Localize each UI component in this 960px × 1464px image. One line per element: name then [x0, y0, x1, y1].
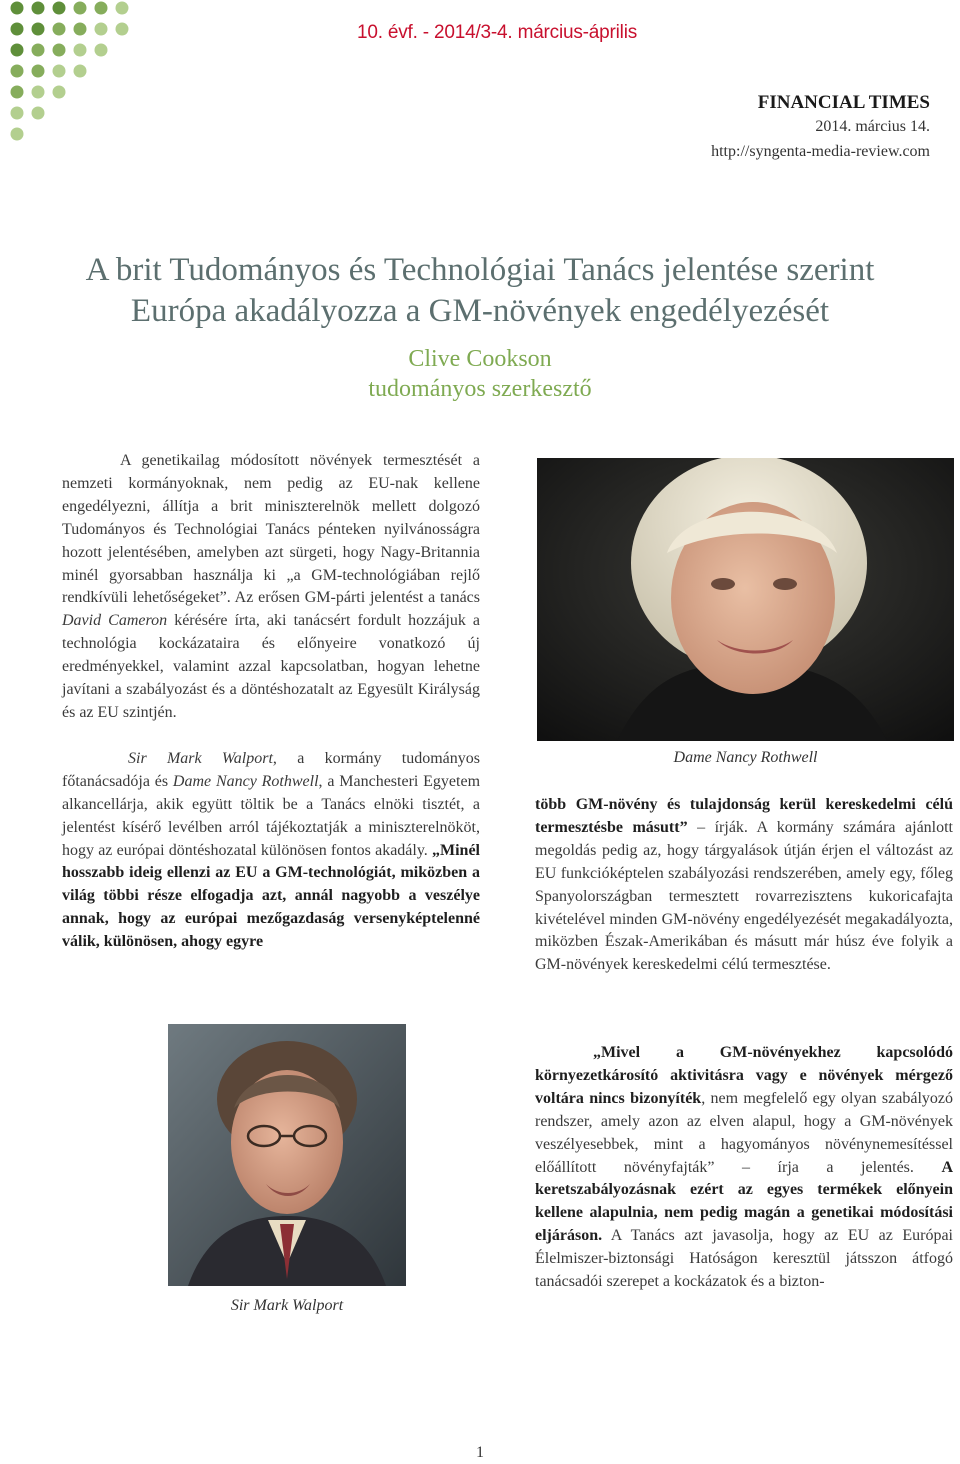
decorative-dot — [53, 23, 66, 36]
decorative-dot — [53, 86, 66, 99]
headline-line-1: A brit Tudományos és Technológiai Tanács jelentése szerint — [85, 252, 875, 288]
decorative-dot — [74, 44, 87, 57]
decorative-dot — [11, 65, 24, 78]
headline-line-2: Európa akadályozza a GM-növények engedélyezését — [130, 293, 830, 329]
decorative-dot — [74, 2, 87, 15]
p3-bold-quote: több GM-növény és tulajdonság kerül kereskedelmi célú termesztésbe másutt” — [535, 796, 953, 836]
p2-name-walport: Sir Mark Walport — [128, 749, 273, 767]
decorative-dot — [11, 44, 24, 57]
decorative-dot — [11, 86, 24, 99]
decorative-dot — [53, 65, 66, 78]
decorative-dot — [74, 65, 87, 78]
paragraph-3 — [535, 794, 953, 977]
right-column-top — [535, 794, 953, 977]
p4-bold-1: „Mivel a GM-növényekhez kapcsolódó környezetkárosító aktivitásra vagy e növények mérgező voltára nincs bizonyíték — [535, 1044, 953, 1107]
decorative-dot — [95, 23, 108, 36]
decorative-dot — [11, 107, 24, 120]
p4-text-1: , nem megfelelő egy olyan szabályozó rendszer, amely azon az elven alapul, hogy a GM-növények veszélyesebbek, mint a hagyományos növénynemesítéssel előállított növényfajták” – írja a jelentés. — [535, 1089, 953, 1176]
p4-text-2: A Tanács azt javasolja, hogy az EU az Európai Élelmiszer-biztonsági Hatóságon keresztül játsszon átfogó tanácsadói szerepet a kockázatok és a bizton- — [535, 1227, 953, 1291]
article-headline — [0, 250, 960, 332]
portrait-man-image — [168, 1024, 406, 1286]
decorative-dot — [32, 107, 45, 120]
decorative-dot — [32, 2, 45, 15]
p2-text-1: , a kormány tudományos főtanácsadója és — [62, 749, 480, 790]
decorative-dot — [11, 128, 24, 141]
paragraph-2 — [62, 748, 480, 954]
p4-bold-2: A keretszabályozásnak ezért az egyes termékek előnyein kellene alapulnia, nem pedig magán a genetikai módosítási eljáráson. — [535, 1158, 953, 1245]
issue-line: 10. évf. - 2014/3-4. március-április — [357, 22, 638, 43]
page-number: 1 — [476, 1444, 484, 1461]
p1-text-end: kérésére írta, aki tanácsért fordult hozzájuk a technológia kockázataira és előnyeire vonatkozó új eredményekkel, valamint azzal kapcsolatban, hogyan lehetne javítani a szabályozást és a döntéshozatalt az Egyesült Királyság és az EU szintjén. — [62, 612, 481, 721]
right-column-bottom — [535, 1042, 953, 1294]
source-name: FINANCIAL TIMES — [757, 92, 930, 113]
decorative-dot — [95, 44, 108, 57]
paragraph-4 — [535, 1042, 953, 1294]
decorative-dot — [32, 44, 45, 57]
caption-nancy-rothwell: Dame Nancy Rothwell — [673, 749, 818, 766]
decorative-dot — [32, 86, 45, 99]
source-url[interactable]: http://syngenta-media-review.com — [711, 143, 930, 160]
source-date: 2014. március 14. — [815, 118, 930, 135]
p3-text: – írják. A kormány számára ajánlott megoldás pedig az, hogy tárgyalások útján érjen el változást az EU funkcióképtelen szabályozási rendszerében, amely egy, főleg Spanyolországban termesztett rovarrezisztens kukoricafajta kivételével minden GM-növény engedélyezését megakadályozta, miközben Észak-Amerikában és másutt már húsz éve folyik a GM-növények kereskedelmi célú termesztése. — [535, 818, 954, 974]
p2-text-2: , a Manchesteri Egyetem alkancellárja, akik együtt töltik be a Tanács elnöki tisztét, a jelentést kísérő levélben arról tájékoztatják a miniszterelnököt, hogy az európai döntéshozatal különösen fontos akadály. — [62, 772, 481, 859]
decorative-dot — [116, 23, 129, 36]
decorative-dot-pattern — [0, 0, 140, 160]
photo-mark-walport — [168, 1024, 406, 1286]
portrait-woman-image — [537, 458, 954, 741]
author-block — [0, 344, 960, 404]
caption-mark-walport: Sir Mark Walport — [230, 1297, 344, 1314]
decorative-dot — [53, 44, 66, 57]
decorative-dot — [32, 23, 45, 36]
author-role: tudományos szerkesztő — [368, 376, 592, 402]
decorative-dot — [74, 23, 87, 36]
paragraph-1 — [62, 450, 480, 725]
photo-nancy-rothwell — [537, 458, 954, 741]
decorative-dot — [11, 23, 24, 36]
author-name: Clive Cookson — [408, 346, 552, 372]
decorative-dot — [95, 2, 108, 15]
p1-name-cameron: David Cameron — [62, 612, 168, 630]
decorative-dot — [53, 2, 66, 15]
decorative-dot — [116, 2, 129, 15]
p2-name-rothwell: Dame Nancy Rothwell — [172, 772, 319, 790]
decorative-dot — [32, 65, 45, 78]
p2-bold-quote: „Minél hosszabb ideig ellenzi az EU a GM-technológiát, miközben a világ többi része elfogadja azt, annál nagyobb a veszélye annak, hogy az európai mezőgazdaság versenyképtelenné válik, különösen, ahogy egyre — [62, 841, 480, 951]
p1-text-start: A genetikailag módosított növények termesztését a nemzeti kormányoknak, nem pedig az EU-nak kellene engedélyezni, állítja a brit miniszterelnök mellett dolgozó Tudományos és Technológiai Tanács pénteken nyilvánosságra hozott jelentésében, amelyben azt sürgeti, hogy Nagy-Britannia minél gyorsabban használja ki „a GM-technológiában rejlő rendkívüli lehetőségeket”. Az erősen GM-párti jelentést a tanács — [62, 452, 480, 607]
left-column — [62, 450, 480, 954]
decorative-dot — [11, 2, 24, 15]
